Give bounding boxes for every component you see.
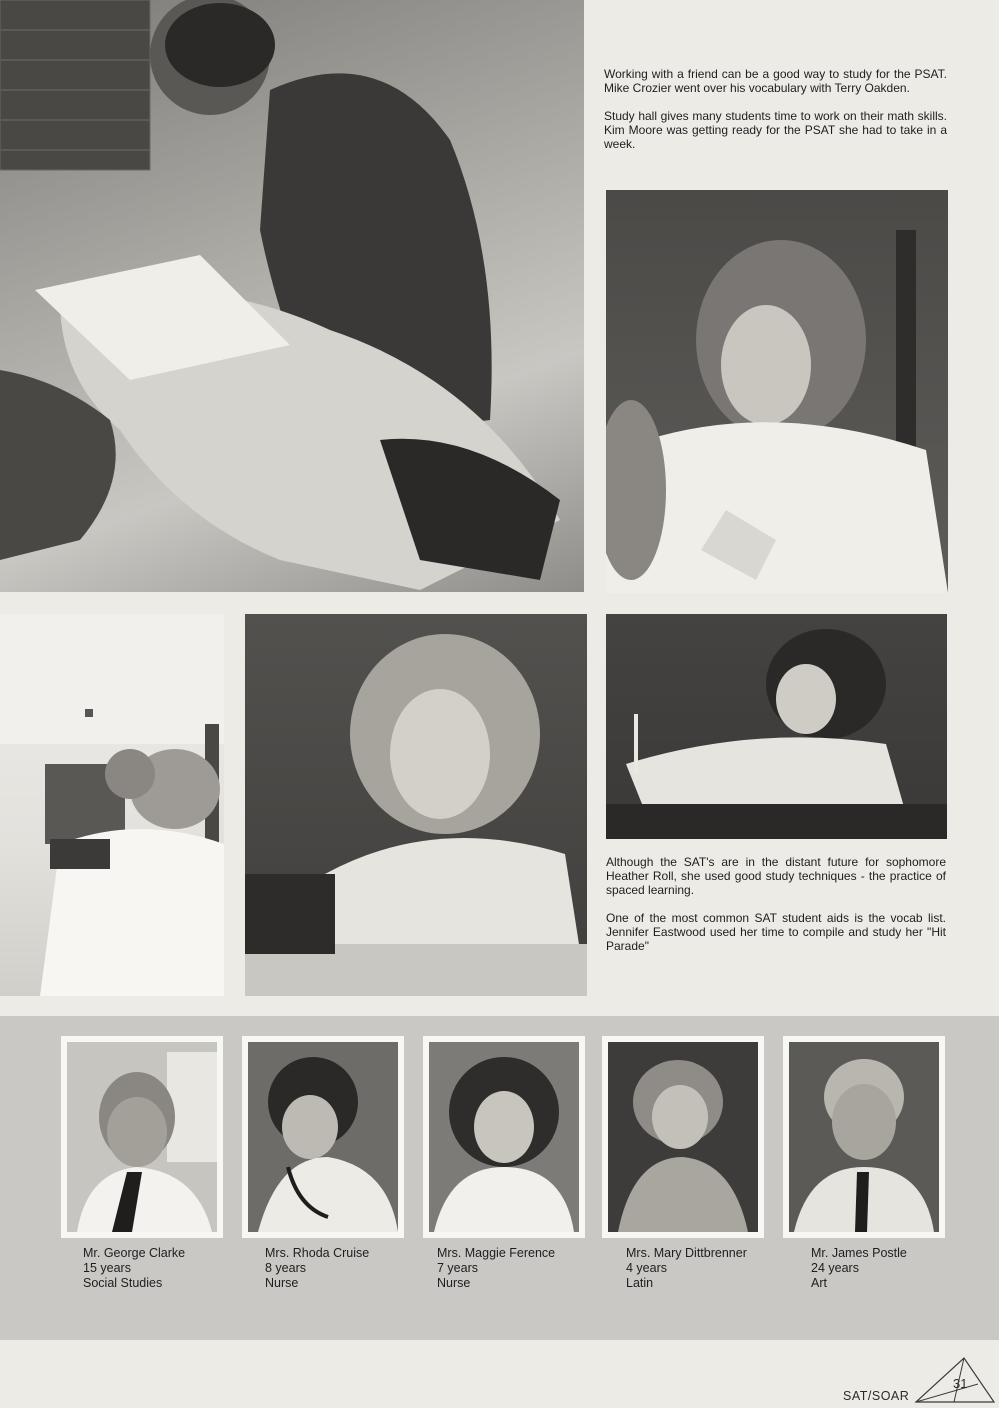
page-number: 31: [953, 1376, 968, 1391]
staff-name: Mr. James Postle: [811, 1246, 907, 1260]
portrait-george-clarke: [67, 1042, 217, 1232]
photo-classroom-students: [0, 614, 224, 996]
staff-years: 8 years: [265, 1261, 306, 1275]
staff-subject: Art: [811, 1276, 827, 1290]
staff-name: Mrs. Rhoda Cruise: [265, 1246, 370, 1260]
photo-heather-roll: [245, 614, 587, 996]
caption-top-right: [604, 67, 947, 165]
staff-info-ference: [437, 1246, 555, 1291]
staff-subject: Social Studies: [83, 1276, 163, 1290]
portrait-rhoda-cruise: [248, 1042, 398, 1232]
photo-jennifer-eastwood: [606, 614, 947, 839]
photo-student-studying-floor: [0, 0, 584, 592]
staff-info-dittbrenner: [626, 1246, 747, 1291]
staff-info-cruise: [265, 1246, 369, 1291]
staff-subject: Nurse: [265, 1276, 299, 1290]
portrait-james-postle: [789, 1042, 939, 1232]
staff-info-clarke: [83, 1246, 185, 1291]
caption-study-hall: Study hall gives many students time to work on their math skills. Kim Moore was getting ready for the PSAT she had to take in a week.: [604, 109, 947, 151]
staff-years: 4 years: [626, 1261, 667, 1275]
portrait-frame-cruise: [242, 1036, 404, 1238]
portrait-frame-dittbrenner: [602, 1036, 764, 1238]
caption-middle-right: [606, 855, 946, 967]
portrait-frame-postle: [783, 1036, 945, 1238]
portrait-frame-clarke: [61, 1036, 223, 1238]
staff-name: Mrs. Maggie Ference: [437, 1246, 556, 1260]
staff-name: Mrs. Mary Dittbrenner: [626, 1246, 747, 1260]
caption-jennifer-eastwood: One of the most common SAT student aids is the vocab list. Jennifer Eastwood used her time to compile and study her "Hit Parade": [606, 911, 946, 953]
portrait-frame-ference: [423, 1036, 585, 1238]
caption-psat-friend: Working with a friend can be a good way to study for the PSAT. Mike Crozier went over his vocabulary with Terry Oakden.: [604, 67, 947, 95]
section-label: SAT/SOAR: [843, 1389, 910, 1403]
staff-subject: Latin: [626, 1276, 654, 1290]
portrait-mary-dittbrenner: [608, 1042, 758, 1232]
staff-name: Mr. George Clarke: [83, 1246, 186, 1260]
staff-subject: Nurse: [437, 1276, 471, 1290]
staff-years: 15 years: [83, 1261, 131, 1275]
portrait-maggie-ference: [429, 1042, 579, 1232]
staff-info-postle: [811, 1246, 907, 1291]
photo-kim-moore: [606, 190, 948, 593]
caption-heather-roll: Although the SAT's are in the distant future for sophomore Heather Roll, she used good study techniques - the practice of spaced learning.: [606, 855, 946, 897]
staff-years: 24 years: [811, 1261, 859, 1275]
staff-years: 7 years: [437, 1261, 478, 1275]
